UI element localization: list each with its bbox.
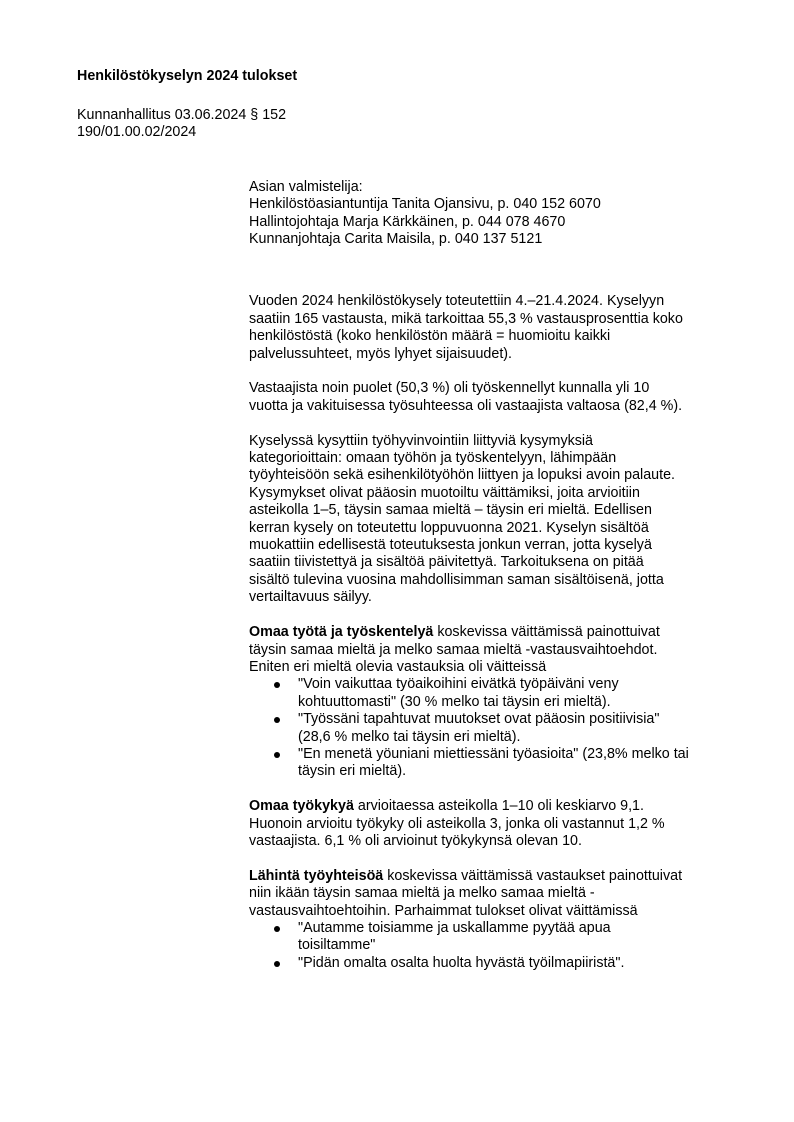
- text-line: toisiltamme": [298, 937, 376, 954]
- text-line: niin ikään täysin samaa mieltä ja melko samaa mieltä -: [249, 885, 595, 902]
- preparers-block: [249, 179, 749, 249]
- text-line: Eniten eri mieltä olevia vastauksia oli väitteissä: [249, 658, 547, 675]
- list-item: [249, 711, 749, 746]
- text-line: arvioitaessa asteikolla 1–10 oli keskiarvo 9,1.: [353, 798, 644, 815]
- preparer-3: Kunnanjohtaja Carita Maisila, p. 040 137 5121: [249, 231, 543, 248]
- text-line: vastausvaihtoehtoihin. Parhaimmat tulokset olivat väittämissä: [249, 902, 638, 919]
- text-line: täysin eri mieltä).: [298, 763, 407, 780]
- text-line: kerran kysely on toteutettu loppuvuonna 2021. Kyselyn sisältöä: [249, 519, 649, 536]
- list-item: [249, 676, 749, 711]
- text-line: "En menetä yöuniani miettiessäni työasioita" (23,8% melko tai: [298, 745, 689, 762]
- text-line: palvelussuhteet, myös lyhyet sijaisuudet).: [249, 345, 513, 362]
- text-line: koskevissa väittämissä vastaukset painottuivat: [383, 867, 683, 884]
- bullet-list: [249, 676, 749, 780]
- text-line: "Työssäni tapahtuvat muutokset ovat pääosin positiivisia": [298, 711, 660, 728]
- meeting-meta: [77, 107, 286, 142]
- section-work-ability: [249, 798, 749, 850]
- text-line: muokattiin edellisestä toteutuksesta jonkun verran, jotta kyselyä: [249, 537, 652, 554]
- text-line: vertailtavuus säilyy.: [249, 589, 372, 606]
- case-number: 190/01.00.02/2024: [77, 124, 197, 141]
- paragraph-survey-intro: [249, 293, 749, 363]
- text-line: henkilöstöstä (koko henkilöstön määrä = huomioitu kaikki: [249, 328, 611, 345]
- text-line: "Pidän omalta osalta huolta hyvästä työilmapiiristä".: [298, 954, 625, 971]
- text-line: kategorioittain: omaan työhön ja työskentelyyn, lähimpään: [249, 450, 617, 467]
- text-line: "Autamme toisiamme ja uskallamme pyytää apua: [298, 919, 611, 936]
- preparer-1: Henkilöstöasiantuntija Tanita Ojansivu, p. 040 152 6070: [249, 196, 601, 213]
- text-line: kohtuuttomasti" (30 % melko tai täysin eri mieltä).: [298, 693, 611, 710]
- document-title: Henkilöstökyselyn 2024 tulokset: [77, 68, 298, 84]
- text-line: vastaajista. 6,1 % oli arvioinut työkykynsä olevan 10.: [249, 832, 582, 849]
- text-line: työyhteisöön sekä esihenkilötyöhön liittyen ja lopuksi avoin palaute.: [249, 467, 675, 484]
- preparers-heading: Asian valmistelija:: [249, 179, 363, 195]
- text-line: saatiin 165 vastausta, mikä tarkoittaa 55,3 % vastausprosenttia koko: [249, 310, 683, 327]
- text-line: Huonoin arvioitu työkyky oli asteikolla 3, jonka oli vastannut 1,2 %: [249, 815, 665, 832]
- text-line: Kysymykset olivat pääosin muotoiltu väittämiksi, joita arvioitiin: [249, 484, 640, 501]
- list-item: [249, 955, 749, 972]
- paragraph-survey-content: [249, 433, 749, 607]
- text-line: sisältö tulevina vuosina mahdollisimman saman sisältöisenä, jotta: [249, 571, 664, 588]
- text-line: saatiin tiivistettyä ja sisältöä päivitettyä. Tarkoituksena on pitää: [249, 554, 644, 571]
- text-line: vuotta ja vakituisessa työsuhteessa oli vastaajista valtaosa (82,4 %).: [249, 397, 683, 414]
- text-line: asteikolla 1–5, täysin samaa mieltä – täysin eri mieltä. Edellisen: [249, 502, 652, 519]
- text-line: Vastaajista noin puolet (50,3 %) oli työskennellyt kunnalla yli 10: [249, 380, 650, 397]
- section-work-community: [249, 868, 749, 972]
- list-item: [249, 920, 749, 955]
- bullet-list: [249, 920, 749, 972]
- list-item: [249, 746, 749, 781]
- text-line: (28,6 % melko tai täysin eri mieltä).: [298, 728, 521, 745]
- preparer-2: Hallintojohtaja Marja Kärkkäinen, p. 044 078 4670: [249, 213, 566, 230]
- text-line: Kyselyssä kysyttiin työhyvinvointiin liittyviä kysymyksiä: [249, 432, 594, 449]
- section-heading-own-work: Omaa työtä ja työskentelyä: [249, 624, 434, 641]
- text-line: Vuoden 2024 henkilöstökysely toteutettiin 4.–21.4.2024. Kyselyyn: [249, 293, 665, 310]
- section-heading-work-community: Lähintä työyhteisöä: [249, 867, 384, 884]
- text-line: koskevissa väittämissä painottuivat: [433, 624, 660, 641]
- text-line: "Voin vaikuttaa työaikoihini eivätkä työpäiväni veny: [298, 676, 619, 693]
- section-own-work: [249, 624, 749, 781]
- meeting-reference: Kunnanhallitus 03.06.2024 § 152: [77, 107, 287, 123]
- paragraph-respondents: [249, 380, 749, 415]
- text-line: täysin samaa mieltä ja melko samaa mieltä -vastausvaihtoehdot.: [249, 641, 658, 658]
- section-heading-work-ability: Omaa työkykyä: [249, 798, 354, 815]
- document-body: [249, 179, 749, 972]
